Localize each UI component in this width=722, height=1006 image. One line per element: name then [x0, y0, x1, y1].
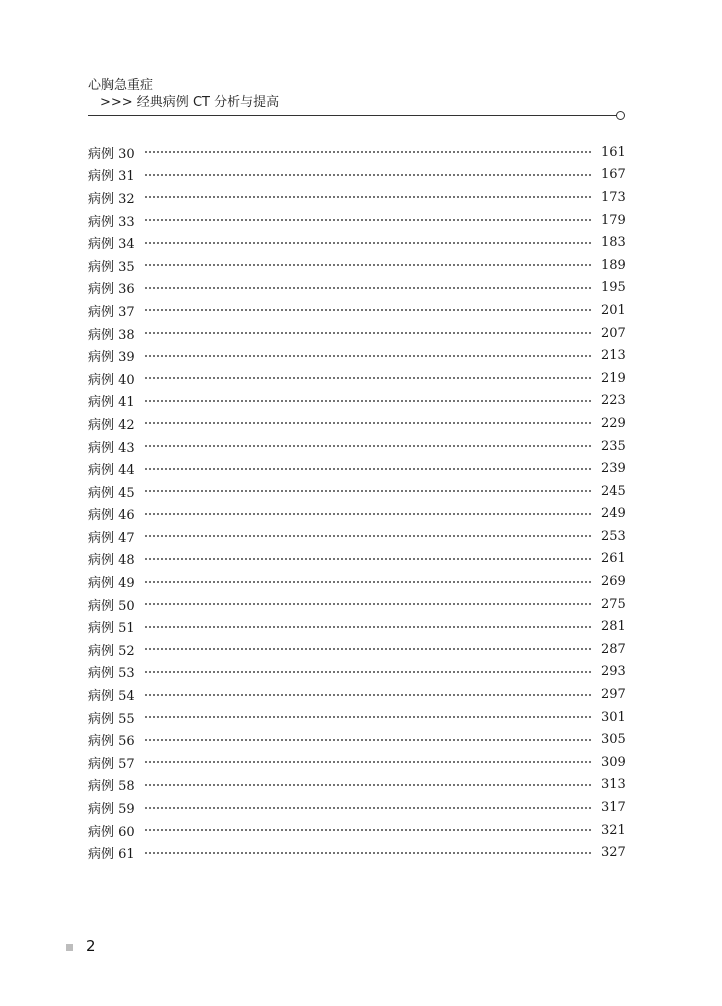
toc-entry-label: 病例 31 — [88, 169, 135, 185]
toc-entry-page: 245 — [601, 483, 626, 499]
toc-entry-label: 病例 35 — [88, 259, 135, 275]
book-subtitle: >>> 经典病例 CT 分析与提高 — [100, 95, 280, 110]
toc-dot-leader — [144, 829, 591, 831]
toc-entry-label: 病例 37 — [88, 304, 135, 320]
toc-entry-label: 病例 51 — [88, 621, 135, 637]
toc-entry-page: 167 — [601, 167, 626, 183]
toc-entry-label: 病例 50 — [88, 598, 135, 614]
toc-entry[interactable] — [88, 796, 626, 819]
toc-entry-page: 281 — [601, 619, 626, 635]
toc-entry-page: 293 — [601, 664, 626, 680]
table-of-contents — [88, 141, 626, 864]
toc-entry-label: 病例 38 — [88, 327, 135, 343]
toc-dot-leader — [144, 739, 591, 741]
toc-entry-label: 病例 55 — [88, 711, 135, 727]
toc-entry-page: 269 — [601, 574, 626, 590]
toc-entry-label: 病例 58 — [88, 779, 135, 795]
toc-dot-leader — [144, 626, 591, 628]
toc-entry[interactable] — [88, 209, 626, 232]
toc-entry[interactable] — [88, 525, 626, 548]
toc-dot-leader — [144, 784, 591, 786]
toc-entry[interactable] — [88, 367, 626, 390]
toc-dot-leader — [144, 151, 591, 153]
toc-entry-page: 213 — [601, 348, 626, 364]
toc-entry[interactable] — [88, 503, 626, 526]
toc-entry-page: 305 — [601, 732, 626, 748]
toc-entry[interactable] — [88, 344, 626, 367]
toc-dot-leader — [144, 400, 591, 402]
toc-entry-label: 病例 61 — [88, 847, 135, 863]
toc-dot-leader — [144, 264, 591, 266]
toc-dot-leader — [144, 422, 591, 424]
toc-entry-page: 261 — [601, 551, 626, 567]
toc-entry-page: 195 — [601, 280, 626, 296]
toc-entry-page: 161 — [601, 144, 626, 160]
toc-dot-leader — [144, 558, 591, 560]
toc-dot-leader — [144, 309, 591, 311]
toc-entry[interactable] — [88, 593, 626, 616]
toc-dot-leader — [144, 535, 591, 537]
toc-entry-page: 239 — [601, 461, 626, 477]
toc-entry-page: 189 — [601, 257, 626, 273]
toc-entry-page: 317 — [601, 800, 626, 816]
toc-entry-label: 病例 40 — [88, 372, 135, 388]
toc-entry[interactable] — [88, 683, 626, 706]
toc-entry[interactable] — [88, 751, 626, 774]
toc-entry-page: 249 — [601, 506, 626, 522]
toc-entry[interactable] — [88, 819, 626, 842]
toc-entry-label: 病例 52 — [88, 643, 135, 659]
toc-entry-page: 173 — [601, 189, 626, 205]
toc-entry-label: 病例 47 — [88, 530, 135, 546]
toc-entry[interactable] — [88, 570, 626, 593]
toc-dot-leader — [144, 445, 591, 447]
toc-dot-leader — [144, 603, 591, 605]
toc-entry-label: 病例 43 — [88, 440, 135, 456]
toc-entry-label: 病例 45 — [88, 485, 135, 501]
toc-entry[interactable] — [88, 615, 626, 638]
toc-entry[interactable] — [88, 457, 626, 480]
toc-entry[interactable] — [88, 774, 626, 797]
toc-dot-leader — [144, 694, 591, 696]
header-rule — [88, 115, 618, 116]
toc-entry[interactable] — [88, 412, 626, 435]
page-number: 2 — [86, 937, 96, 955]
toc-dot-leader — [144, 490, 591, 492]
toc-entry-label: 病例 53 — [88, 666, 135, 682]
toc-entry[interactable] — [88, 390, 626, 413]
toc-entry-page: 327 — [601, 845, 626, 861]
toc-entry[interactable] — [88, 728, 626, 751]
toc-entry[interactable] — [88, 841, 626, 864]
toc-entry[interactable] — [88, 299, 626, 322]
toc-dot-leader — [144, 174, 591, 176]
toc-entry-label: 病例 42 — [88, 417, 135, 433]
toc-dot-leader — [144, 287, 591, 289]
toc-entry-page: 253 — [601, 528, 626, 544]
toc-dot-leader — [144, 332, 591, 334]
toc-dot-leader — [144, 807, 591, 809]
toc-entry[interactable] — [88, 277, 626, 300]
toc-entry-page: 207 — [601, 325, 626, 341]
toc-entry-page: 309 — [601, 754, 626, 770]
toc-entry[interactable] — [88, 548, 626, 571]
toc-entry-label: 病例 39 — [88, 350, 135, 366]
toc-entry-page: 219 — [601, 370, 626, 386]
running-header — [88, 78, 279, 111]
toc-dot-leader — [144, 761, 591, 763]
toc-entry[interactable] — [88, 480, 626, 503]
header-rule-end-circle — [616, 111, 625, 120]
toc-dot-leader — [144, 196, 591, 198]
toc-dot-leader — [144, 513, 591, 515]
toc-dot-leader — [144, 468, 591, 470]
toc-entry-label: 病例 30 — [88, 146, 135, 162]
toc-entry-label: 病例 46 — [88, 508, 135, 524]
toc-dot-leader — [144, 716, 591, 718]
toc-entry[interactable] — [88, 164, 626, 187]
toc-entry-label: 病例 32 — [88, 191, 135, 207]
toc-dot-leader — [144, 242, 591, 244]
toc-entry-label: 病例 44 — [88, 463, 135, 479]
toc-entry[interactable] — [88, 435, 626, 458]
toc-dot-leader — [144, 581, 591, 583]
toc-entry-page: 301 — [601, 709, 626, 725]
toc-entry[interactable] — [88, 231, 626, 254]
toc-entry-label: 病例 57 — [88, 756, 135, 772]
toc-entry[interactable] — [88, 638, 626, 661]
toc-entry-label: 病例 54 — [88, 689, 135, 705]
book-title: 心胸急重症 — [88, 78, 154, 93]
toc-entry[interactable] — [88, 254, 626, 277]
toc-dot-leader — [144, 219, 591, 221]
toc-entry-page: 313 — [601, 777, 626, 793]
toc-dot-leader — [144, 377, 591, 379]
toc-entry-page: 297 — [601, 687, 626, 703]
footer-square-marker — [66, 944, 73, 951]
toc-entry-label: 病例 36 — [88, 282, 135, 298]
toc-entry-page: 223 — [601, 393, 626, 409]
toc-entry-label: 病例 56 — [88, 734, 135, 750]
toc-entry-page: 229 — [601, 415, 626, 431]
toc-dot-leader — [144, 671, 591, 673]
toc-entry[interactable] — [88, 706, 626, 729]
toc-entry[interactable] — [88, 322, 626, 345]
toc-entry[interactable] — [88, 141, 626, 164]
toc-entry-label: 病例 49 — [88, 576, 135, 592]
toc-entry-page: 201 — [601, 302, 626, 318]
toc-entry-page: 321 — [601, 822, 626, 838]
toc-dot-leader — [144, 355, 591, 357]
toc-dot-leader — [144, 852, 591, 854]
toc-entry-label: 病例 33 — [88, 214, 135, 230]
toc-entry-page: 275 — [601, 596, 626, 612]
toc-entry-page: 183 — [601, 235, 626, 251]
toc-entry-label: 病例 41 — [88, 395, 135, 411]
toc-entry-label: 病例 34 — [88, 237, 135, 253]
toc-entry-label: 病例 48 — [88, 553, 135, 569]
toc-entry[interactable] — [88, 661, 626, 684]
toc-entry-label: 病例 60 — [88, 824, 135, 840]
toc-entry-page: 235 — [601, 438, 626, 454]
toc-entry-label: 病例 59 — [88, 802, 135, 818]
toc-dot-leader — [144, 648, 591, 650]
toc-entry-page: 179 — [601, 212, 626, 228]
toc-entry[interactable] — [88, 186, 626, 209]
toc-entry-page: 287 — [601, 641, 626, 657]
